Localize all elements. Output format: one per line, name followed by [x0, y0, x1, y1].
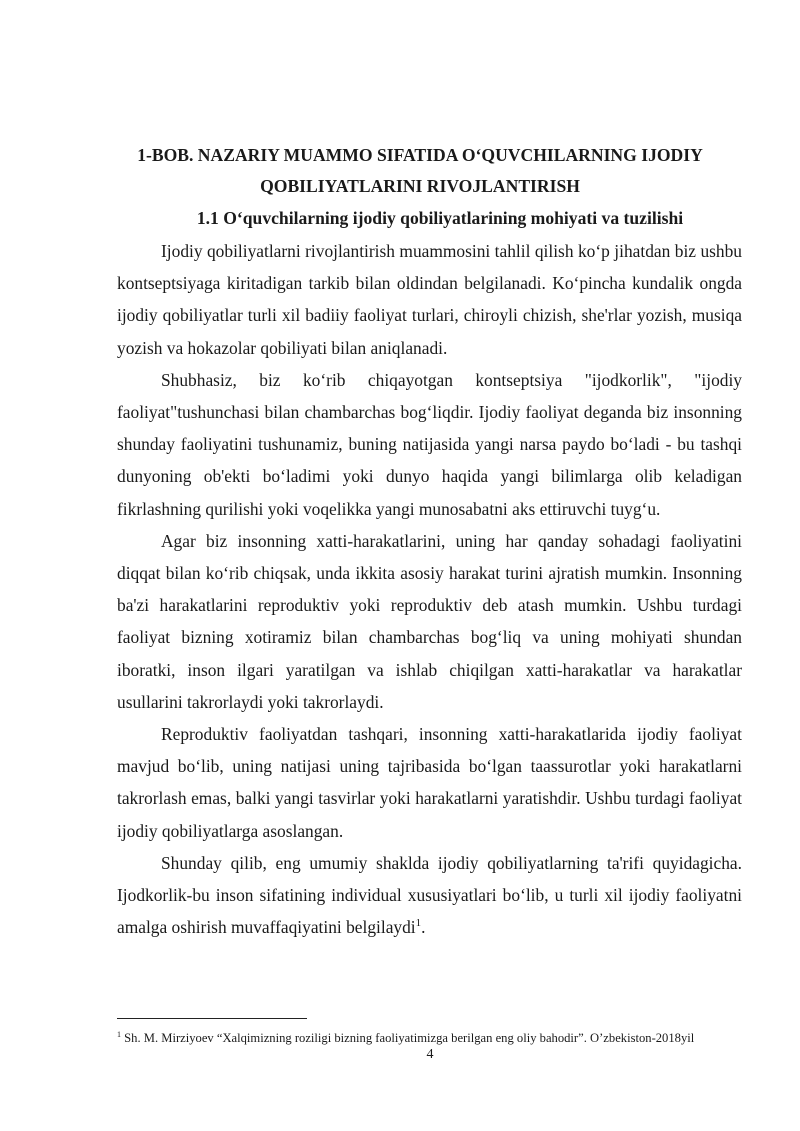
footnote-separator: [117, 1018, 307, 1019]
paragraph-4: Reproduktiv faoliyatdan tashqari, insonning xatti-harakatlarida ijodiy faoliyat mavjud bo‘lib, uning natijasi uning tajribasida bo‘lgan taassurotlar yoki harakatlarni takrorlash emas, balki yangi tasvirlar yoki harakatlarni yaratishdir. Ushbu turdagi faoliyat ijodiy qobiliyatlarga asoslangan.: [117, 724, 742, 841]
footnote-reference[interactable]: 1: [415, 917, 422, 930]
section-title: 1.1 O‘quvchilarning ijodiy qobiliyatlarining mohiyati va tuzilishi: [196, 208, 684, 228]
body-text: [117, 235, 742, 943]
footnote-marker: 1: [117, 1029, 121, 1039]
footnote-text: Sh. M. Mirziyoev “Xalqimizning roziligi bizning faoliyatimizga berilgan eng oliy bahodir”. O’zbekiston-2018yil: [124, 1031, 695, 1045]
paragraph-2: Shubhasiz, biz ko‘rib chiqayotgan kontseptsiya "ijodkorlik", "ijodiy faoliyat"tushunchasi bilan chambarchas bog‘liqdir. Ijodiy faoliyat deganda biz insonning shunday faoliyatini tushunamiz, buning natijasida yangi narsa paydo bo‘ladi - bu tashqi dunyoning ob'ekti bo‘ladimi yoki dunyo haqida yangi bilimlarga olib keladigan fikrlashning qurilishi yoki voqelikka yangi munosabatni aks ettiruvchi tuyg‘u.: [117, 369, 742, 519]
page-number: 4: [426, 1047, 434, 1062]
paragraph-5-text: Shunday qilib, eng umumiy shaklda ijodiy qobiliyatlarning ta'rifi quyidagicha. Ijodkorlik-bu inson sifatining individual xususiyatlari bo‘lib, u turli xil ijodiy faoliyatni amalga oshirish muvaffaqiyatini belgilaydi: [117, 852, 742, 938]
paragraph-1: Ijodiy qobiliyatlarni rivojlantirish muammosini tahlil qilish ko‘p jihatdan biz ushbu kontseptsiyaga kiritadigan tarkib bilan oldindan belgilanadi. Ko‘pincha kundalik ongda ijodiy qobiliyatlar turli xil badiiy faoliyat turlari, chiroyli chizish, she'rlar yozish, musiqa yozish va hokazolar qobiliyati bilan aniqlanadi.: [117, 241, 742, 358]
footnote: [117, 1030, 757, 1046]
chapter-title: 1-BOB. NAZARIY MUAMMO SIFATIDA O‘QUVCHILARNING IJODIY QOBILIYATLARINI RIVOJLANTIRISH: [137, 145, 703, 196]
paragraph-3: Agar biz insonning xatti-harakatlarini, uning har qanday sohadagi faoliyatini diqqat bilan ko‘rib chiqsak, unda ikkita asosiy harakat turini ajratish mumkin. Insonning ba'zi harakatlarini reproduktiv yoki reproduktiv deb atash mumkin. Ushbu turdagi faoliyat bizning xotiramiz bilan chambarchas bog‘liq va uning mohiyati shundan iboratki, inson ilgari yaratilgan va ishlab chiqilgan xatti-harakatlar va harakatlar usullarini takrorlaydi yoki takrorlaydi.: [117, 530, 742, 712]
paragraph-5: Shunday qilib, eng umumiy shaklda ijodiy qobiliyatlarning ta'rifi quyidagicha. Ijodkorlik-bu inson sifatining individual xususiyatlari bo‘lib, u turli xil ijodiy faoliyatni amalga oshirish muvaffaqiyatini belgilaydi$^1$.: [117, 852, 742, 938]
